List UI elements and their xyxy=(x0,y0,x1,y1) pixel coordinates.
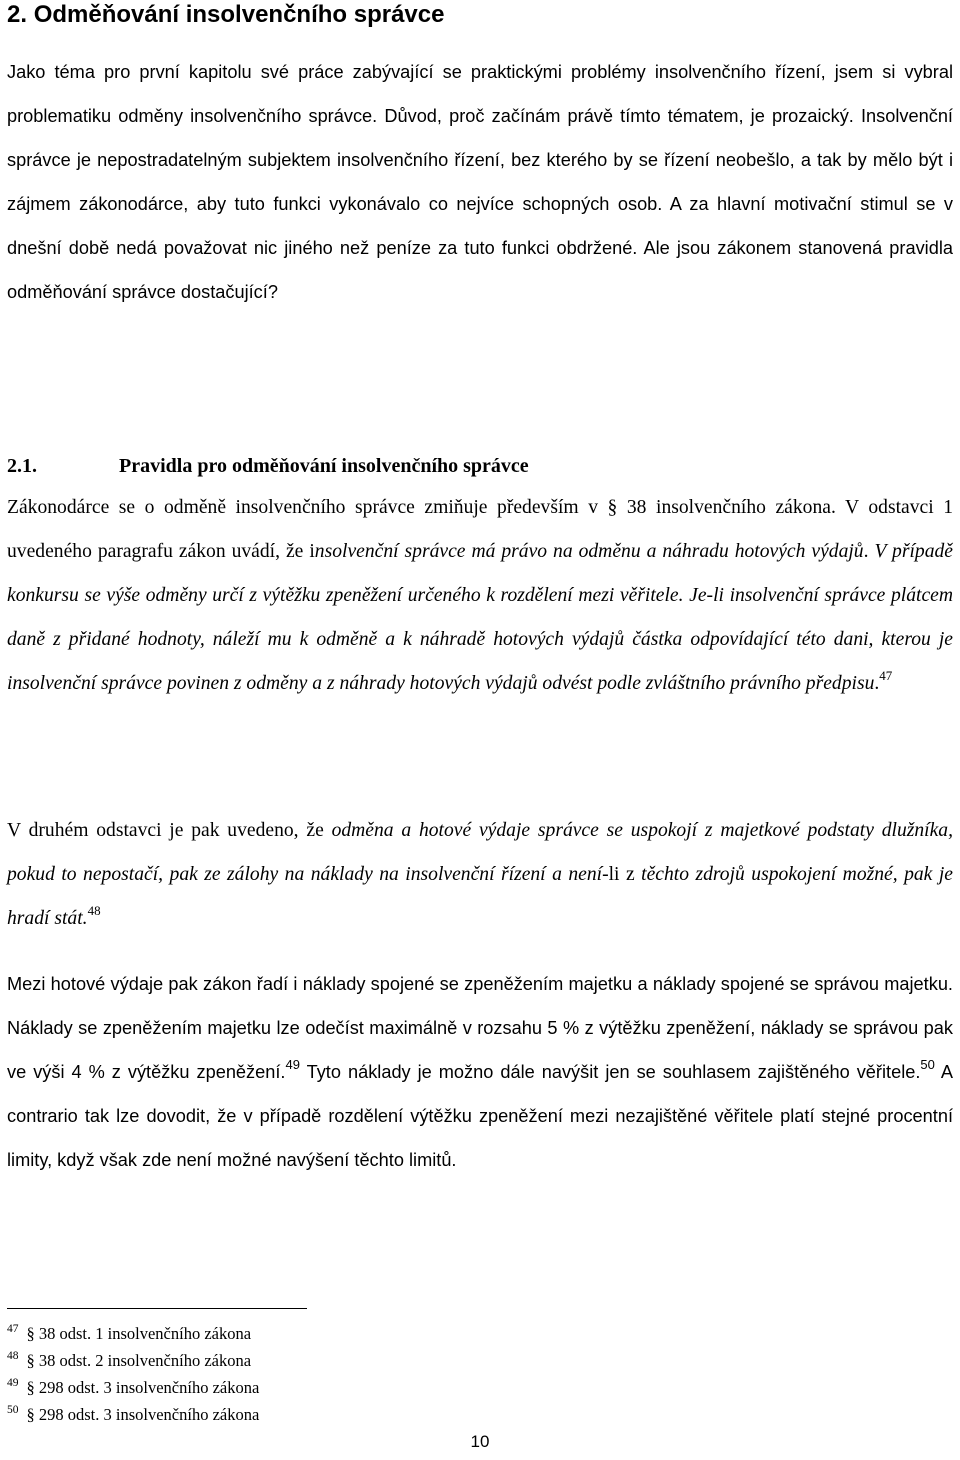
p3-text-3: A contrario tak lze dovodit, že v případě rozdělení výtěžku zpeněžení mezi nezajištěné věřitele platí stejné procentní limity, když však zde není možné navýšení těchto limitů. xyxy=(7,1062,953,1170)
section-title: Pravidla pro odměňování insolvenčního správce xyxy=(119,455,529,477)
footnote-ref-47[interactable]: 47 xyxy=(879,668,893,683)
section-heading xyxy=(7,451,529,481)
p2-quote-2: těchto zdrojů uspokojení možné, pak je hradí stát. xyxy=(7,864,953,929)
intro-paragraph xyxy=(7,50,953,314)
footnote-number: 47 xyxy=(7,1323,19,1335)
p1-text-2: . xyxy=(863,541,875,562)
paragraph-1 xyxy=(7,486,953,706)
p2-text-1: V druhém odstavci je pak uvedeno, že xyxy=(7,820,332,841)
document-page xyxy=(7,0,953,1460)
footnote-number: 50 xyxy=(7,1404,19,1416)
p3-text-2: Tyto náklady je možno dále navýšit jen se souhlasem zajištěného věřitele. xyxy=(299,1062,921,1082)
section-sign: § xyxy=(26,1324,35,1343)
footnote-item xyxy=(7,1347,259,1374)
footnote-text: 298 odst. 3 insolvenčního zákona xyxy=(38,1378,260,1397)
footnote-number: 49 xyxy=(7,1377,19,1389)
p1-quote-1: nsolvenční správce má právo na odměnu a náhradu hotových výdajů xyxy=(314,541,864,562)
footnote-number: 48 xyxy=(7,1350,19,1362)
footnotes-list xyxy=(7,1320,259,1428)
chapter-number: 2. xyxy=(7,1,28,28)
p1-text-3: . xyxy=(874,673,880,694)
paragraph-2 xyxy=(7,809,953,941)
p2-quote-1: odměna a hotové výdaje správce se uspokojí z majetkové podstaty dlužníka, pokud to nepostačí, pak ze zálohy na náklady na insolvenční řízení a není xyxy=(7,820,953,885)
chapter-heading xyxy=(7,0,444,30)
p1-text-1: Zákonodárce se o odměně insolvenčního správce zmiňuje především v § 38 insolvenčního zákona. V odstavci 1 uvedeného paragrafu zákon uvádí, že i xyxy=(7,497,953,562)
p2-text-2: -li z xyxy=(602,864,642,885)
footnote-text: 38 odst. 1 insolvenčního zákona xyxy=(38,1324,252,1343)
page-number: 10 xyxy=(470,1432,490,1451)
footnote-ref-50[interactable]: 50 xyxy=(920,1057,935,1072)
section-sign: § xyxy=(26,1351,35,1370)
footnote-text: 38 odst. 2 insolvenčního zákona xyxy=(38,1351,252,1370)
p1-quote-3: . Je-li insolvenční správce plátcem daně z přidané hodnoty, náleží mu k odměně a k náhradě hotových výdajů částka odpovídající této dani, kterou je insolvenční správce povinen z odměny a z náhrady hotových výdajů odvést podle zvláštního právního předpisu xyxy=(7,585,953,694)
section-sign: § xyxy=(26,1405,35,1424)
footnote-text: 298 odst. 3 insolvenčního zákona xyxy=(38,1405,260,1424)
paragraph-3 xyxy=(7,962,953,1182)
chapter-title: Odměňování insolvenčního správce xyxy=(33,1,445,28)
footnote-item xyxy=(7,1401,259,1428)
p1-quote-2: V případě konkursu se výše odměny určí z výtěžku zpeněžení určeného k rozdělení mezi věřitele xyxy=(7,541,953,606)
intro-sentence-2: Insolvenční správce je nepostradatelným subjektem insolvenčního řízení, bez kterého by se řízení neobešlo, a tak by mělo být i zájmem zákonodárce, aby tuto funkci vykonávalo co nejvíce schopných osob. A za hlavní motivační stimul se v dnešní době nedá považovat nic jiného než peníze za tuto funkci obdržené. Ale jsou zákonem stanovená pravidla odměňování správce dostačující? xyxy=(7,106,953,302)
p3-text-1: Mezi hotové výdaje pak zákon řadí i náklady spojené se zpeněžením majetku a náklady spojené se správou majetku. Náklady se zpeněžením majetku lze odečíst maximálně v rozsahu 5 % z výtěžku zpeněžení, náklady se správou pak ve výši 4 % z výtěžku zpeněžení. xyxy=(7,974,953,1082)
footnote-item xyxy=(7,1374,259,1401)
footnote-ref-48[interactable]: 48 xyxy=(87,903,101,918)
section-number: 2.1. xyxy=(7,455,37,477)
footnote-separator xyxy=(7,1308,307,1309)
intro-sentence-1: Jako téma pro první kapitolu své práce zabývající se praktickými problémy insolvenčního řízení, jsem si vybral problematiku odměny insolvenčního správce. Důvod, proč začínám právě tímto tématem, je prozaický. xyxy=(7,62,953,126)
section-sign: § xyxy=(26,1378,35,1397)
footnote-ref-49[interactable]: 49 xyxy=(285,1057,300,1072)
footnote-item xyxy=(7,1320,259,1347)
